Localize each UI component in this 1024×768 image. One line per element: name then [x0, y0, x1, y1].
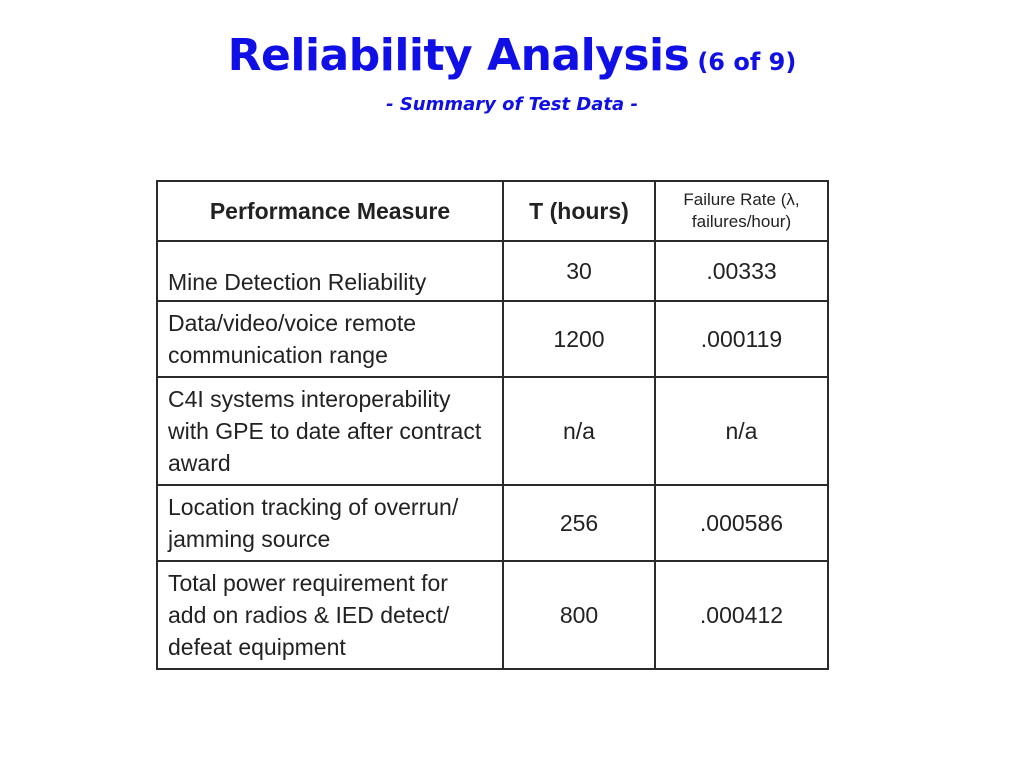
header-failure-rate-line1: Failure Rate (λ,	[683, 190, 800, 209]
cell-failure-rate: .000586	[655, 485, 828, 561]
cell-failure-rate: .00333	[655, 241, 828, 301]
test-data-table	[156, 180, 829, 670]
cell-measure: Mine Detection Reliability	[157, 241, 503, 301]
table-row	[157, 561, 828, 669]
cell-t-hours: 1200	[503, 301, 655, 377]
cell-measure: Total power requirement for add on radios & IED detect/ defeat equipment	[157, 561, 503, 669]
header-failure-rate	[655, 181, 828, 241]
header-performance-measure: Performance Measure	[157, 181, 503, 241]
cell-failure-rate: .000119	[655, 301, 828, 377]
table-header-row	[157, 181, 828, 241]
title-suffix: (6 of 9)	[697, 48, 797, 76]
table-row	[157, 485, 828, 561]
cell-failure-rate: n/a	[655, 377, 828, 485]
table-row	[157, 377, 828, 485]
table-row	[157, 301, 828, 377]
slide-subtitle: - Summary of Test Data -	[386, 94, 638, 115]
title-text: Reliability Analysis	[227, 30, 690, 81]
cell-measure: Location tracking of overrun/ jamming source	[157, 485, 503, 561]
cell-failure-rate: .000412	[655, 561, 828, 669]
cell-measure: C4I systems interoperability with GPE to date after contract award	[157, 377, 503, 485]
table-row	[157, 241, 828, 301]
cell-t-hours: 800	[503, 561, 655, 669]
slide-title	[0, 30, 1024, 81]
cell-t-hours: n/a	[503, 377, 655, 485]
cell-t-hours: 256	[503, 485, 655, 561]
header-t-hours: T (hours)	[503, 181, 655, 241]
cell-t-hours: 30	[503, 241, 655, 301]
cell-measure: Data/video/voice remote communication range	[157, 301, 503, 377]
header-failure-rate-line2: failures/hour)	[691, 212, 792, 231]
